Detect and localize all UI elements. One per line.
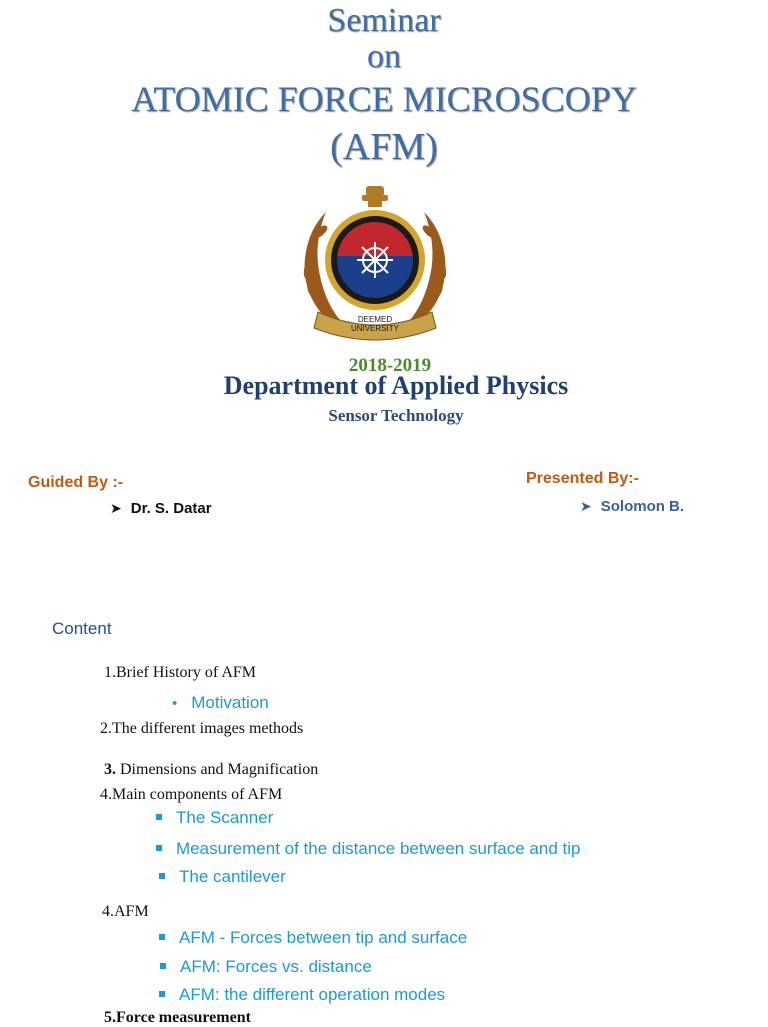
subitem-label: AFM - Forces between tip and surface [179, 928, 468, 947]
guided-by-label: Guided By :- [28, 474, 124, 491]
arrow-bullet-icon: ➤ [580, 498, 592, 514]
content-subitem-5-2 [160, 957, 372, 977]
subitem-label: AFM: Forces vs. distance [180, 957, 372, 976]
guide-name: Dr. S. Datar [130, 500, 212, 517]
presented-by-label: Presented By:- [526, 470, 639, 487]
content-item-2: 2.The different images methods [100, 720, 304, 737]
subitem-label: The cantilever [179, 867, 286, 886]
presenter-name: Solomon B. [600, 498, 685, 515]
subitem-label: Measurement of the distance between surface and tip [176, 839, 581, 858]
academic-year: 2018-2019 [348, 355, 432, 376]
content-item-5: 4.AFM [102, 903, 149, 920]
content-item-6: 5.Force measurement [104, 1009, 251, 1026]
content-item-4: 4.Main components of AFM [100, 786, 283, 803]
content-subitem-4-3 [159, 867, 286, 887]
content-heading: Content [52, 619, 112, 638]
title-seminar: Seminar [327, 2, 441, 39]
university-emblem-icon [290, 180, 460, 350]
content-item-3 [104, 761, 318, 779]
square-bullet-icon [159, 991, 165, 997]
content-item-1: 1.Brief History of AFM [104, 664, 256, 681]
square-bullet-icon [159, 873, 165, 879]
content-subitem-1-1 [172, 693, 269, 713]
square-bullet-icon [156, 814, 162, 820]
specialization: Sensor Technology [328, 406, 464, 425]
content-subitem-4-1 [156, 808, 273, 828]
svg-text:DEEMED: DEEMED [357, 315, 393, 324]
department-name: Department of Applied Physics [223, 371, 569, 400]
subitem-label: The Scanner [176, 808, 274, 827]
arrow-bullet-icon: ➤ [110, 500, 122, 516]
item-label: Dimensions and Magnification [116, 761, 319, 778]
content-subitem-5-3 [159, 985, 445, 1005]
guide-entry [110, 500, 212, 517]
subitem-label: Motivation [191, 693, 269, 712]
item-number: 3. [104, 761, 116, 778]
content-subitem-5-1 [159, 928, 467, 948]
subitem-label: AFM: the different operation modes [179, 985, 446, 1004]
title-topic: ATOMIC FORCE MICROSCOPY [131, 79, 637, 119]
svg-text:UNIVERSITY: UNIVERSITY [350, 324, 400, 333]
dot-bullet-icon: • [172, 695, 178, 712]
title-abbreviation: (AFM) [330, 126, 438, 168]
square-bullet-icon [156, 845, 162, 851]
square-bullet-icon [159, 934, 165, 940]
content-subitem-4-2 [156, 839, 580, 859]
title-on: on [367, 38, 401, 75]
presenter-entry [580, 498, 684, 515]
square-bullet-icon [160, 963, 166, 969]
